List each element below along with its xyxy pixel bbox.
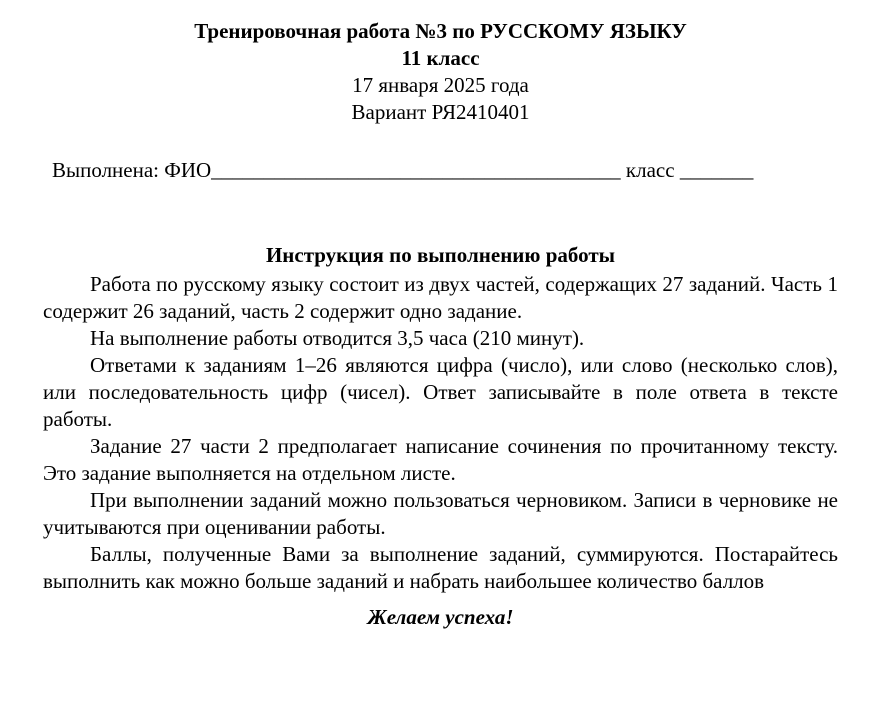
- grade-label: 11 класс: [401, 46, 480, 70]
- instruction-paragraph: Задание 27 части 2 предполагает написание сочинения по прочитанному тексту. Это задание выполняется на отдельном листе.: [43, 434, 838, 485]
- student-info-line: Выполнена: ФИО_______________________________________ класс _______: [52, 158, 754, 182]
- document-header: [43, 18, 838, 126]
- document-title: Тренировочная работа №3 по РУССКОМУ ЯЗЫКУ: [194, 19, 687, 43]
- instructions-title: Инструкция по выполнению работы: [265, 243, 616, 267]
- instructions-body: [43, 271, 838, 595]
- date-label: 17 января 2025 года: [352, 73, 529, 97]
- instruction-paragraph: Работа по русскому языку состоит из двух частей, содержащих 27 заданий. Часть 1 содержит 26 заданий, часть 2 содержит одно задание.: [43, 272, 838, 323]
- instruction-paragraph: При выполнении заданий можно пользоваться черновиком. Записи в черновике не учитываются при оценивании работы.: [43, 488, 838, 539]
- variant-label: Вариант РЯ2410401: [351, 100, 530, 124]
- instruction-paragraph: Баллы, полученные Вами за выполнение заданий, суммируются. Постарайтесь выполнить как можно больше заданий и набрать наибольшее количество баллов: [43, 542, 838, 593]
- instruction-paragraph: Ответами к заданиям 1–26 являются цифра (число), или слово (несколько слов), или последовательность цифр (чисел). Ответ записывайте в поле ответа в тексте работы.: [43, 353, 838, 431]
- instruction-paragraph: На выполнение работы отводится 3,5 часа (210 минут).: [90, 326, 585, 350]
- closing-wish: Желаем успеха!: [367, 605, 514, 629]
